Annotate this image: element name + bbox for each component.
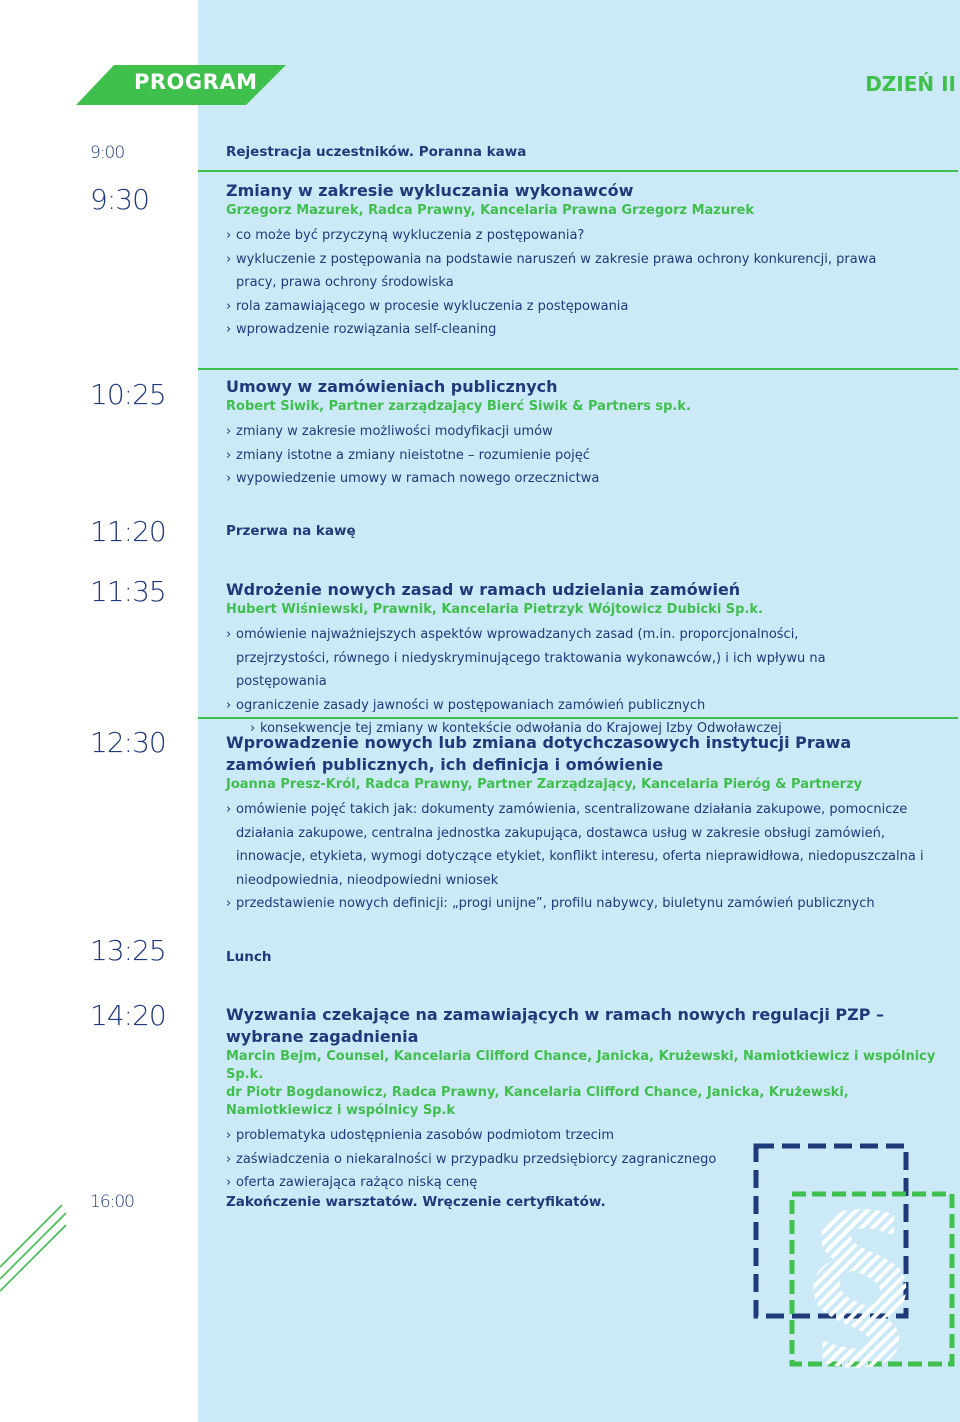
item-speaker: Grzegorz Mazurek, Radca Prawny, Kancelaria Prawna Grzegorz Mazurek (226, 203, 754, 218)
schedule-item (226, 180, 956, 342)
program-label: PROGRAM (134, 70, 258, 94)
schedule-item (226, 523, 956, 539)
divider (198, 170, 958, 172)
svg-text:§: § (812, 1174, 907, 1377)
bullet-item: › omówienie najważniejszych aspektów wprowadzanych zasad (m.in. proporcjonalności, przejrzystości, równego i niedyskryminującego traktowania wykonawców,) i ich wpływu na postępowania (226, 623, 886, 694)
time-label: 16:00 (90, 1192, 134, 1212)
bullet-item: › ograniczenie zasady jawności w postępowaniach zamówień publicznych (226, 694, 886, 718)
item-title: Wdrożenie nowych zasad w ramach udzielania zamówień (226, 580, 741, 599)
schedule-item (226, 732, 956, 916)
time-label: 12:30 (90, 726, 166, 759)
item-title: Umowy w zamówieniach publicznych (226, 377, 558, 396)
diagonal-lines-decoration (0, 1205, 70, 1295)
bullet-item: › zmiany istotne a zmiany nieistotne – rozumienie pojęć (226, 444, 956, 468)
bullet-list (226, 224, 906, 342)
item-title: Wprowadzenie nowych lub zmiana dotychczasowych instytucji Prawa zamówień publicznych, ich definicja i omówienie (226, 733, 852, 774)
bullet-item: › zmiany w zakresie możliwości modyfikacji umów (226, 420, 956, 444)
bullet-item: › wypowiedzenie umowy w ramach nowego orzecznictwa (226, 467, 956, 491)
time-label: 10:25 (90, 378, 166, 411)
sub-bullet-item: › konsekwencje tej zmiany w kontekście odwołania do Krajowej Izby Odwoławczej (250, 717, 886, 741)
day-label: DZIEŃ II (865, 72, 956, 96)
time-label: 11:35 (90, 575, 166, 608)
divider (198, 368, 958, 370)
item-title: Wyzwania czekające na zamawiających w ramach nowych regulacji PZP – wybrane zagadnienia (226, 1005, 885, 1046)
bullet-item: › problematyka udostępnienia zasobów podmiotom trzecim (226, 1124, 956, 1148)
schedule-item (226, 144, 956, 160)
bullet-list (226, 623, 886, 741)
item-speaker: Robert Siwik, Partner zarządzający Bierć Siwik & Partners sp.k. (226, 399, 691, 414)
bullet-item: › rola zamawiającego w procesie wykluczenia z postępowania (226, 295, 906, 319)
bullet-item: › co może być przyczyną wykluczenia z postępowania? (226, 224, 906, 248)
schedule-item (226, 949, 956, 965)
time-label: 9:30 (90, 183, 149, 216)
item-title: Lunch (226, 949, 272, 965)
item-speaker: Hubert Wiśniewski, Prawnik, Kancelaria Pietrzyk Wójtowicz Dubicki Sp.k. (226, 602, 763, 617)
bullet-item: › przedstawienie nowych definicji: „progi unijne”, profilu nabywcy, biuletynu zamówień publicznych (226, 892, 936, 916)
bullet-list (226, 420, 956, 491)
item-title: Przerwa na kawę (226, 523, 356, 539)
item-speaker: Joanna Presz-Król, Radca Prawny, Partner Zarządzający, Kancelaria Pieróg & Partnerzy (226, 777, 863, 792)
bullet-item: › omówienie pojęć takich jak: dokumenty zamówienia, scentralizowane działania zakupowe, pomocnicze działania zakupowe, centralna jednostka zakupująca, dostawca usług w zakresie obsługi zamówień, innowacje, etykieta, wymogi dotyczące etykiet, konflikt interesu, oferta nieprawidłowa, niedopuszczalna i nieodpowiednia, nieodpowiedni wniosek (226, 798, 936, 892)
bullet-item: › wykluczenie z postępowania na podstawie naruszeń w zakresie prawa ochrony konkurencji, prawa pracy, prawa ochrony środowiska (226, 248, 906, 295)
bullet-item: › oferta zawierająca rażąco niską cenę (226, 1171, 956, 1195)
time-label: 14:20 (90, 999, 166, 1032)
item-title: Zakończenie warsztatów. Wręczenie certyfikatów. (226, 1194, 606, 1210)
schedule-item (226, 376, 956, 491)
item-title: Rejestracja uczestników. Poranna kawa (226, 144, 527, 160)
bullet-item: › wprowadzenie rozwiązania self-cleaning (226, 318, 906, 342)
time-label: 13:25 (90, 934, 166, 967)
bullet-list (226, 798, 936, 916)
time-label: 11:20 (90, 515, 166, 548)
time-label: 9:00 (90, 143, 125, 163)
item-title: Zmiany w zakresie wykluczania wykonawców (226, 181, 634, 200)
item-speaker: dr Piotr Bogdanowicz, Radca Prawny, Kancelaria Clifford Chance, Janicka, Krużewski, Namiotkiewicz i wspólnicy Sp.k (226, 1085, 849, 1118)
bullet-item: › zaświadczenia o niekaralności w przypadku przedsiębiorcy zagranicznego (226, 1148, 956, 1172)
divider (198, 717, 958, 719)
paragraph-emblem-icon (752, 1142, 960, 1377)
item-speaker: Marcin Bejm, Counsel, Kancelaria Clifford Chance, Janicka, Krużewski, Namiotkiewicz i wspólnicy Sp.k. (226, 1049, 936, 1082)
